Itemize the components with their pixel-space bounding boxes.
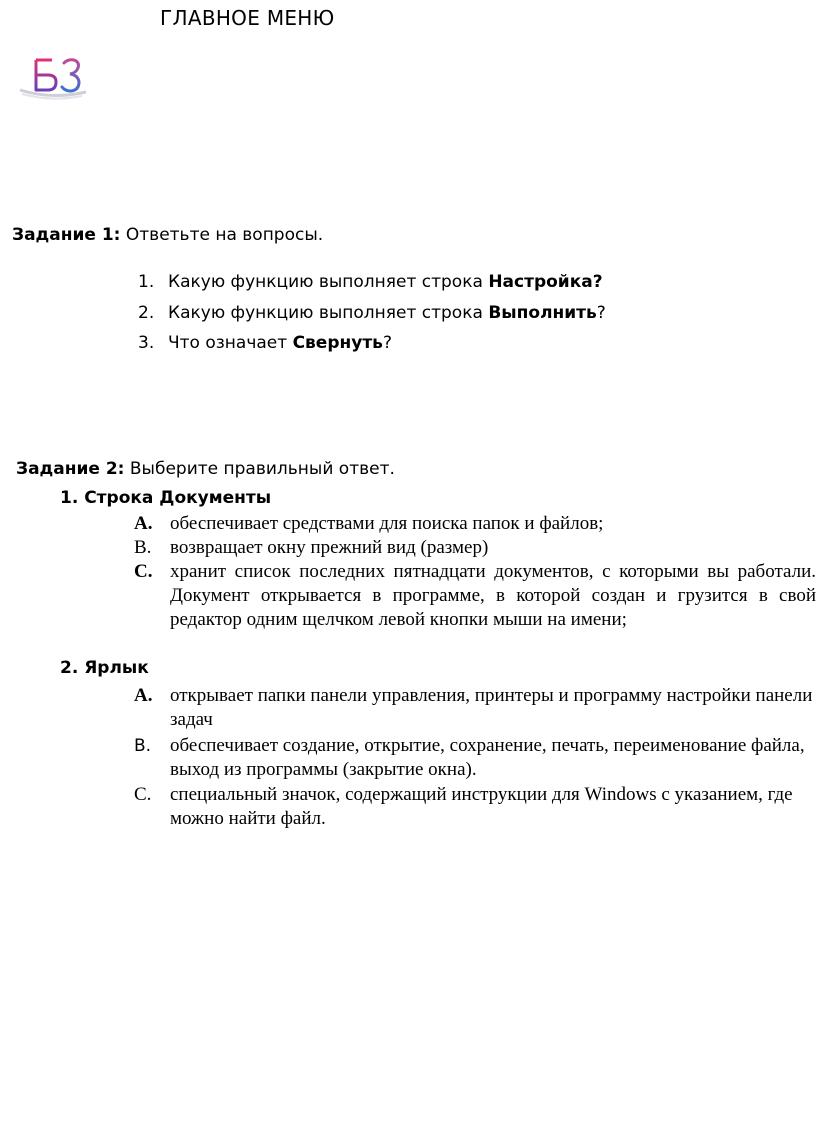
question-text: Что означает — [168, 333, 293, 353]
question-number: 3. — [138, 333, 155, 353]
question-item — [138, 333, 392, 353]
question-text: Какую функцию выполняет строка — [168, 303, 489, 323]
question-emphasis: Свернуть — [292, 333, 383, 353]
question-item — [138, 272, 603, 292]
group-title: 1. Строка Документы — [60, 488, 272, 508]
option-letter: А. — [134, 513, 153, 534]
option-text: обеспечивает средствами для поиска папок и файлов; — [170, 513, 604, 534]
option-letter: А. — [134, 685, 153, 706]
answer-option — [134, 560, 816, 632]
task1-heading — [12, 225, 323, 245]
question-tail: ? — [596, 303, 606, 323]
question-text: Какую функцию выполняет строка — [168, 272, 489, 292]
answer-option — [134, 684, 816, 732]
answer-option — [134, 734, 816, 782]
option-letter: В. — [134, 736, 152, 756]
task2-heading — [16, 459, 395, 479]
vz-logo-icon — [16, 54, 88, 102]
task1-instruction: Ответьте на вопросы. — [125, 225, 324, 245]
option-text: возвращает окну прежний вид (размер) — [170, 537, 489, 558]
option-text: хранит список последних пятнадцати документов, с которыми вы работали. Документ открывается в программе, в которой создан и грузится в свой редактор одним щелчком левой кнопки мыши на имени; — [170, 561, 816, 630]
answer-option — [134, 783, 816, 831]
option-text: обеспечивает создание, открытие, сохранение, печать, переименование файла, выход из программы (закрытие окна). — [170, 735, 805, 780]
question-emphasis: Выполнить — [488, 303, 597, 323]
option-letter: С. — [134, 784, 152, 805]
option-letter: С. — [134, 561, 153, 582]
option-letter: В. — [134, 537, 152, 558]
question-item — [138, 303, 606, 323]
question-tail: ? — [382, 333, 392, 353]
page-title: ГЛАВНОЕ МЕНЮ — [160, 6, 335, 30]
answer-option — [134, 512, 816, 536]
answer-option — [134, 536, 816, 560]
option-text: открывает папки панели управления, принтеры и программу настройки панели задач — [170, 685, 813, 730]
group-title: 2. Ярлык — [60, 658, 149, 678]
task2-label: Задание 2: — [16, 459, 125, 479]
question-emphasis: Настройка? — [488, 272, 603, 292]
task1-label: Задание 1: — [12, 225, 121, 245]
option-text: специальный значок, содержащий инструкции для Windows с указанием, где можно найти файл. — [170, 784, 793, 829]
question-number: 2. — [138, 303, 155, 323]
task2-instruction: Выберите правильный ответ. — [129, 459, 395, 479]
question-number: 1. — [138, 272, 155, 292]
